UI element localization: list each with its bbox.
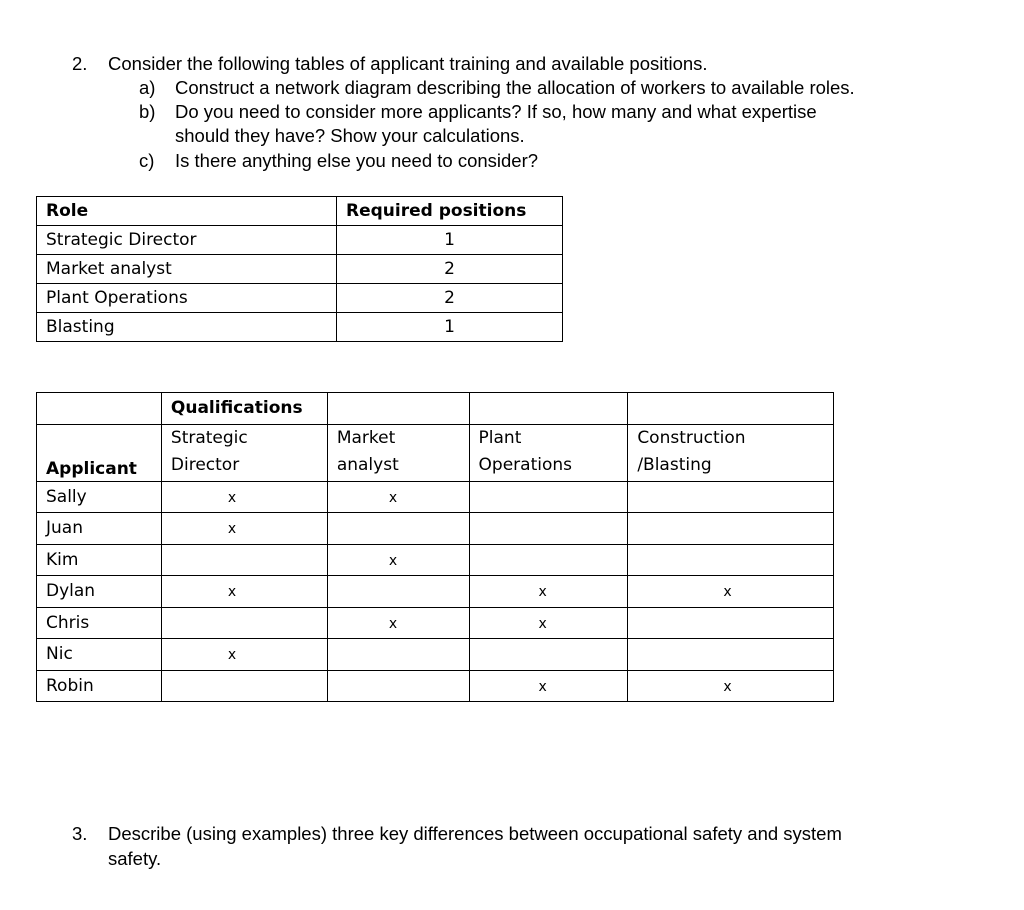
table-header-row — [37, 197, 563, 226]
part-label: b) — [139, 101, 156, 122]
qualification-cell — [161, 607, 327, 639]
qualification-cell — [161, 670, 327, 702]
table-subheader-row — [37, 424, 834, 481]
count-cell: 1 — [337, 313, 563, 342]
qualification-mark: x — [388, 552, 398, 569]
table-row — [37, 255, 563, 284]
question-3-text-continued: safety. — [108, 848, 162, 869]
empty-header-cell — [37, 393, 162, 425]
qualification-cell — [469, 576, 628, 608]
roles-table — [36, 196, 563, 342]
column-header-line2: Operations — [478, 454, 572, 475]
qualification-mark: x — [538, 678, 547, 695]
applicant-header: Applicant — [37, 424, 162, 481]
question-2-intro: Consider the following tables of applicant training and available positions. — [108, 53, 708, 74]
applicant-name-cell: Kim — [37, 544, 162, 576]
qualification-cell — [161, 544, 327, 576]
qualification-mark: x — [388, 489, 398, 506]
column-header-line1: Construction — [637, 427, 746, 448]
part-text: Is there anything else you need to consider? — [175, 150, 539, 171]
column-header-line1: Market — [336, 427, 396, 448]
qualification-cell — [628, 576, 834, 608]
count-cell: 2 — [337, 284, 563, 313]
count-cell: 2 — [337, 255, 563, 284]
part-text-continued: should they have? Show your calculations. — [175, 125, 525, 146]
applicant-name-cell: Chris — [37, 607, 162, 639]
qualification-mark: x — [227, 521, 237, 538]
table-row — [37, 639, 834, 671]
qualification-cell — [161, 639, 327, 671]
qualification-cell — [161, 481, 327, 513]
qualification-cell — [628, 481, 834, 513]
qualification-cell — [469, 481, 628, 513]
qualification-cell — [469, 513, 628, 545]
qualification-cell — [469, 639, 628, 671]
column-header — [628, 424, 834, 481]
column-header-line1: Strategic — [170, 427, 248, 448]
qualification-cell — [327, 513, 469, 545]
qualification-mark: x — [227, 489, 237, 506]
applicant-name-cell: Nic — [37, 639, 162, 671]
qualification-cell — [327, 670, 469, 702]
part-text: Construct a network diagram describing the allocation of workers to available roles. — [175, 77, 855, 98]
column-header-line2: /Blasting — [637, 454, 712, 475]
table-row — [37, 544, 834, 576]
table-row — [37, 607, 834, 639]
role-cell: Strategic Director — [37, 226, 337, 255]
applicant-name-cell: Sally — [37, 481, 162, 513]
qualification-cell — [628, 639, 834, 671]
table-row — [37, 226, 563, 255]
column-header-line2: analyst — [336, 454, 399, 475]
qualifications-table — [36, 392, 834, 702]
qualification-mark: x — [227, 584, 237, 601]
qualification-mark: x — [723, 678, 732, 695]
qualification-cell — [327, 481, 469, 513]
qualification-cell — [628, 670, 834, 702]
qualification-mark: x — [538, 615, 547, 632]
table-row — [37, 670, 834, 702]
table-row — [37, 576, 834, 608]
question-3-cont — [108, 847, 161, 871]
empty-header-cell — [469, 393, 628, 425]
qualification-cell — [327, 544, 469, 576]
question-3-number: 3. — [72, 823, 88, 844]
column-header-line1: Plant — [478, 427, 522, 448]
qualification-cell — [161, 576, 327, 608]
qualification-cell — [469, 607, 628, 639]
part-label: c) — [139, 150, 155, 171]
qualification-cell — [327, 607, 469, 639]
qualification-cell — [469, 544, 628, 576]
qualification-cell — [628, 607, 834, 639]
column-header — [469, 424, 628, 481]
table-row — [37, 513, 834, 545]
column-header — [161, 424, 327, 481]
column-header-line2: Director — [170, 454, 240, 475]
part-label: a) — [139, 77, 156, 98]
applicant-name-cell: Juan — [37, 513, 162, 545]
applicant-name-cell: Robin — [37, 670, 162, 702]
role-cell: Market analyst — [37, 255, 337, 284]
qualification-cell — [628, 513, 834, 545]
table-header-row — [37, 393, 834, 425]
question-3-text: Describe (using examples) three key differences between occupational safety and system — [108, 823, 842, 844]
qualification-cell — [469, 670, 628, 702]
qualification-mark: x — [538, 584, 547, 601]
count-cell: 1 — [337, 226, 563, 255]
table-row — [37, 313, 563, 342]
part-text: Do you need to consider more applicants? If so, how many and what expertise — [175, 101, 817, 122]
question-2-number: 2. — [72, 53, 88, 74]
qualification-cell — [161, 513, 327, 545]
required-positions-header: Required positions — [337, 197, 563, 226]
qualification-mark: x — [723, 584, 732, 601]
empty-header-cell — [327, 393, 469, 425]
column-header — [327, 424, 469, 481]
qualifications-header: Qualifications — [161, 393, 327, 425]
table-row — [37, 481, 834, 513]
role-cell: Plant Operations — [37, 284, 337, 313]
role-header: Role — [37, 197, 337, 226]
qualification-mark: x — [388, 615, 398, 632]
qualification-cell — [327, 639, 469, 671]
qualification-cell — [628, 544, 834, 576]
qualification-cell — [327, 576, 469, 608]
qualification-mark: x — [227, 647, 237, 664]
table-row — [37, 284, 563, 313]
empty-header-cell — [628, 393, 834, 425]
applicant-name-cell: Dylan — [37, 576, 162, 608]
role-cell: Blasting — [37, 313, 337, 342]
